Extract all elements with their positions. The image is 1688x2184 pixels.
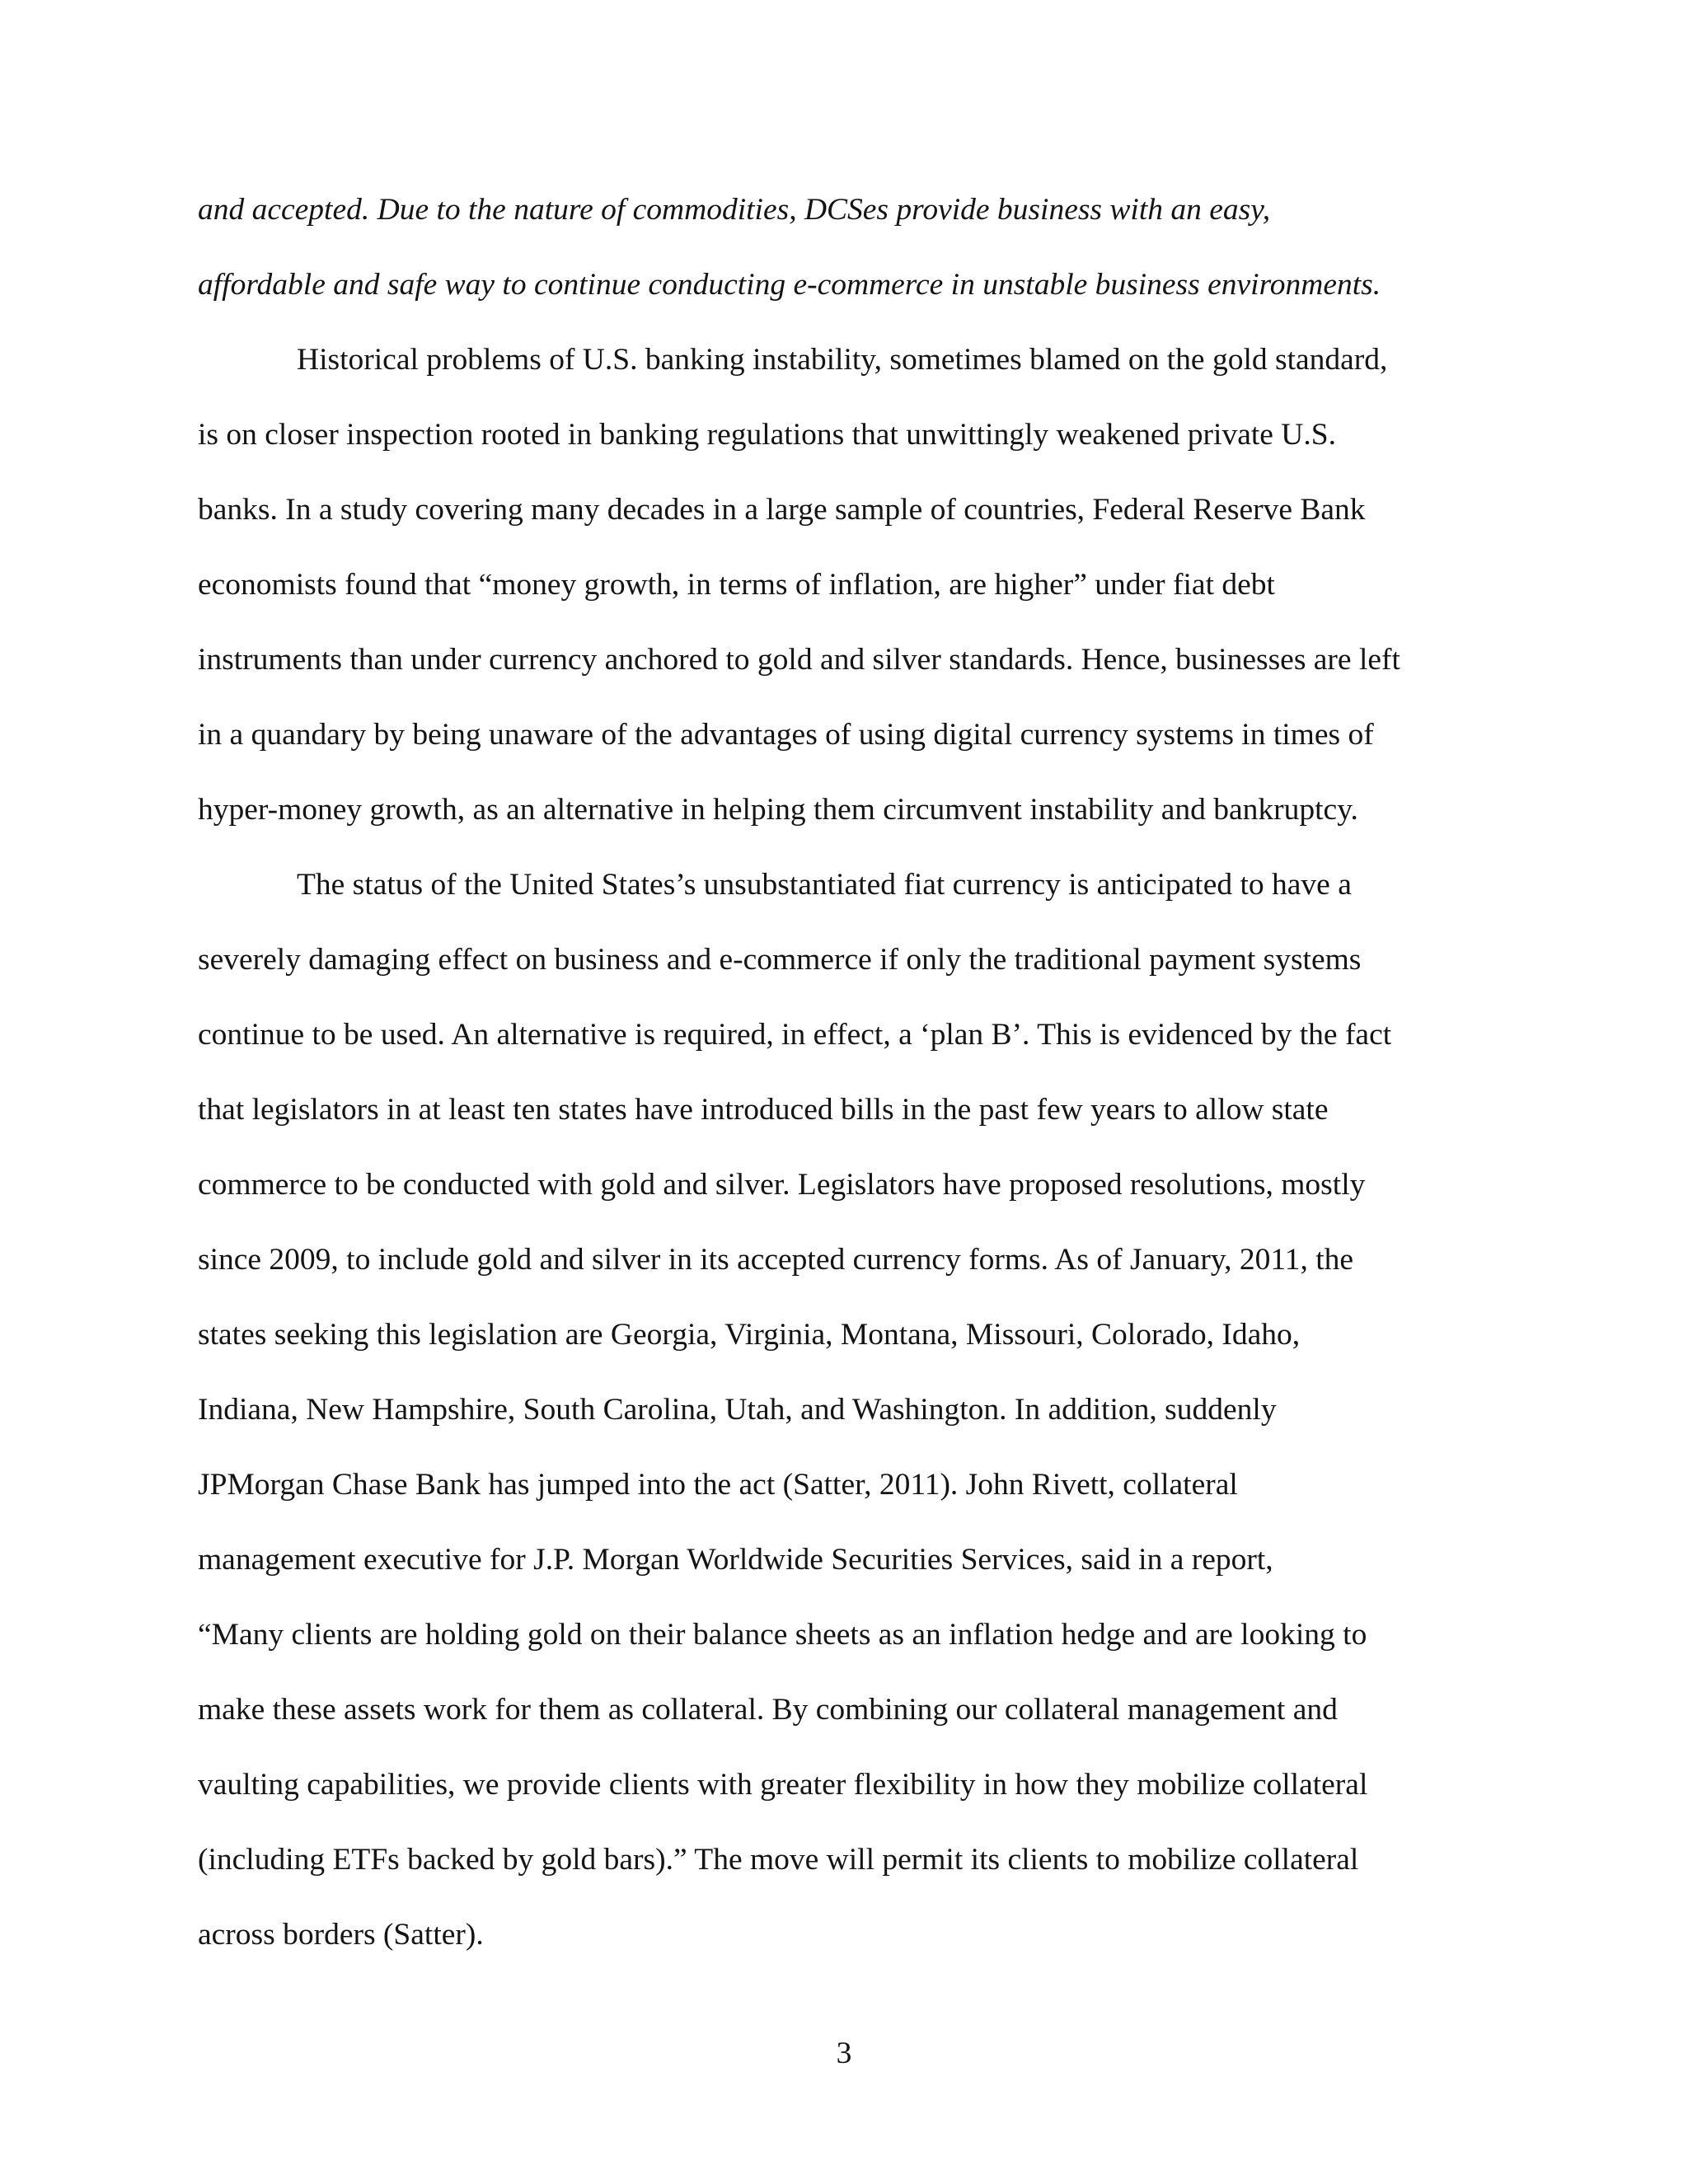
text-line: banks. In a study covering many decades in a large sample of countries, Federal Reserve Bank (198, 493, 1366, 527)
text-line: economists found that “money growth, in terms of inflation, are higher” under fiat debt (198, 568, 1275, 602)
text-line: make these assets work for them as collateral. By combining our collateral management and (198, 1693, 1338, 1727)
text-line: JPMorgan Chase Bank has jumped into the act (Satter, 2011). John Rivett, collateral (198, 1468, 1238, 1502)
text-line: instruments than under currency anchored to gold and silver standards. Hence, businesses are left (198, 643, 1400, 677)
text-line: that legislators in at least ten states have introduced bills in the past few years to allow state (198, 1093, 1329, 1127)
text-line: is on closer inspection rooted in banking regulations that unwittingly weakened private U.S. (198, 418, 1336, 452)
text-line: Indiana, New Hampshire, South Carolina, Utah, and Washington. In addition, suddenly (198, 1393, 1277, 1427)
text-line: states seeking this legislation are Georgia, Virginia, Montana, Missouri, Colorado, Idaho, (198, 1318, 1301, 1352)
text-line: since 2009, to include gold and silver in its accepted currency forms. As of January, 2011, the (198, 1243, 1354, 1277)
text-line: severely damaging effect on business and e-commerce if only the traditional payment systems (198, 943, 1362, 977)
text-line: affordable and safe way to continue conducting e-commerce in unstable business environments. (198, 268, 1381, 302)
page-number: 3 (836, 2036, 852, 2070)
paragraph-start-line: Historical problems of U.S. banking instability, sometimes blamed on the gold standard, (297, 343, 1388, 377)
text-line: across borders (Satter). (198, 1918, 484, 1952)
text-line: hyper-money growth, as an alternative in helping them circumvent instability and bankruptcy. (198, 793, 1358, 827)
text-line: vaulting capabilities, we provide clients with greater flexibility in how they mobilize collateral (198, 1768, 1368, 1802)
text-line: and accepted. Due to the nature of commodities, DCSes provide business with an easy, (198, 193, 1271, 227)
text-line: management executive for J.P. Morgan Worldwide Securities Services, said in a report, (198, 1543, 1273, 1577)
text-line: continue to be used. An alternative is required, in effect, a ‘plan B’. This is evidenced by the fact (198, 1018, 1392, 1052)
text-line: (including ETFs backed by gold bars).” The move will permit its clients to mobilize collateral (198, 1843, 1359, 1877)
text-line: commerce to be conducted with gold and silver. Legislators have proposed resolutions, mostly (198, 1168, 1366, 1202)
text-line: “Many clients are holding gold on their balance sheets as an inflation hedge and are looking to (198, 1618, 1367, 1652)
text-line: in a quandary by being unaware of the advantages of using digital currency systems in times of (198, 718, 1374, 752)
paragraph-start-line: The status of the United States’s unsubstantiated fiat currency is anticipated to have a (297, 868, 1352, 902)
